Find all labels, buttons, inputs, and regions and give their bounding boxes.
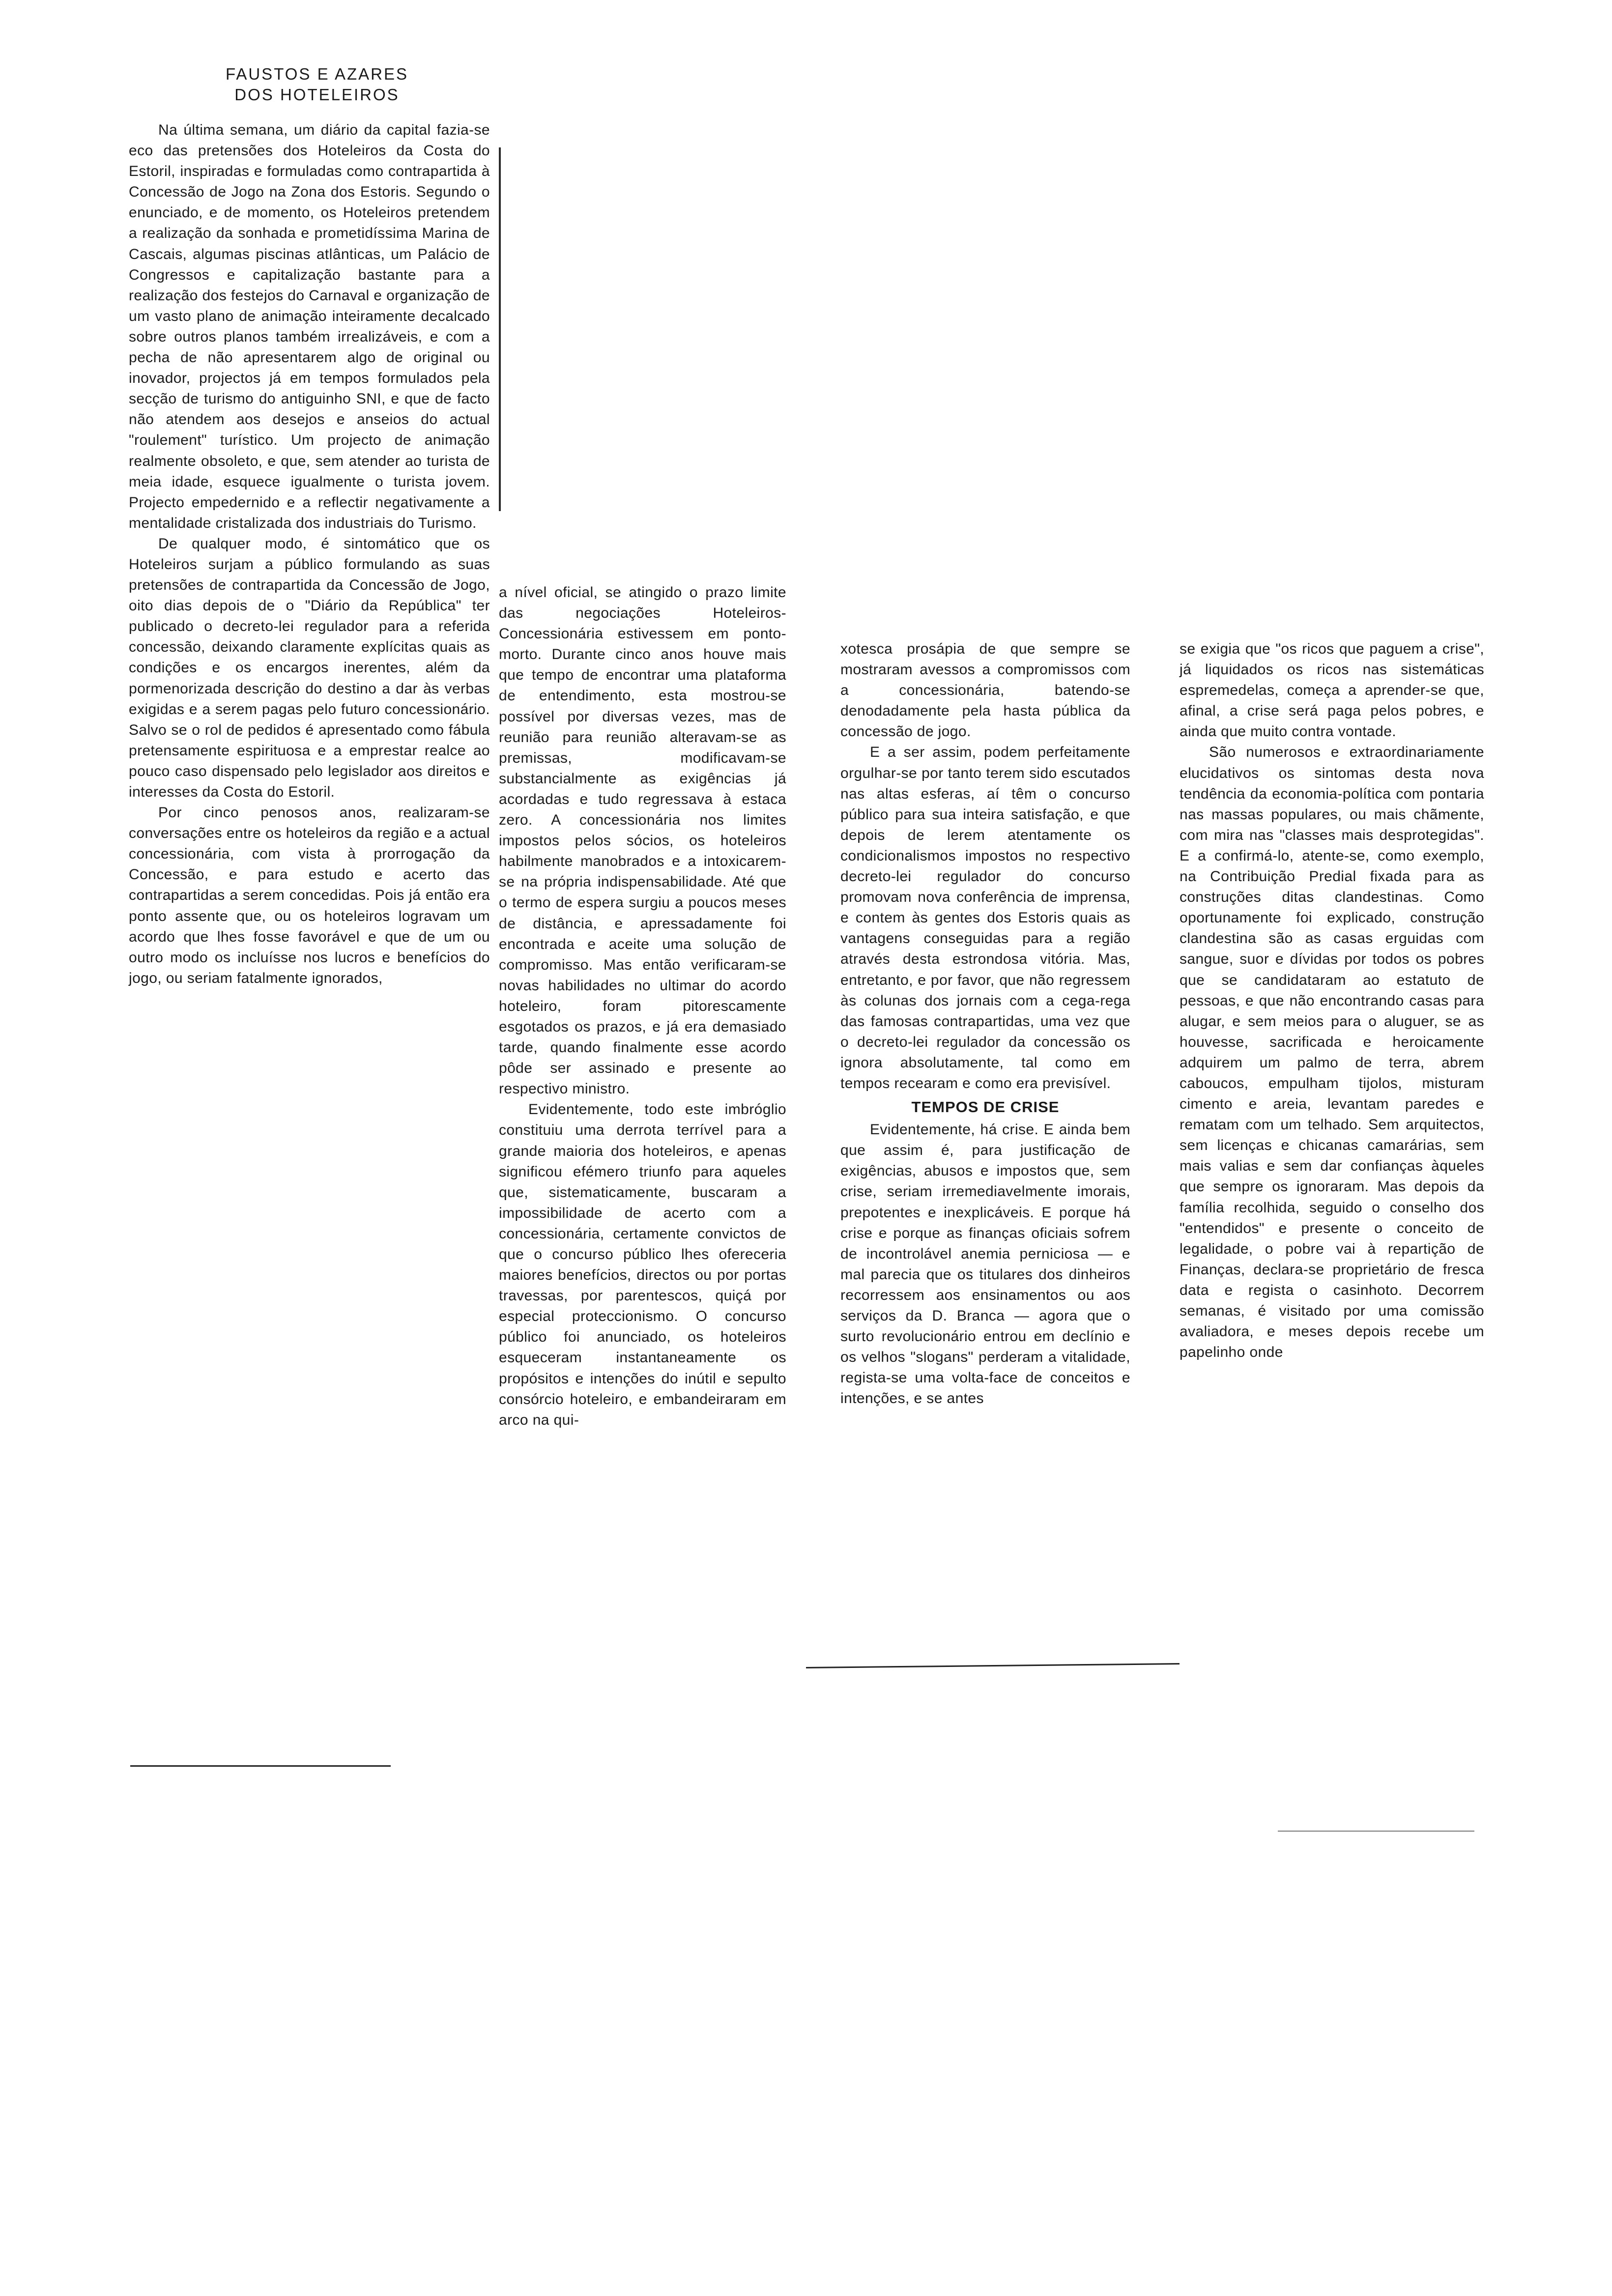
article-column-1 — [129, 120, 490, 989]
article-title — [194, 64, 440, 105]
paragraph: E a ser assim, podem perfeitamente orgulhar-se por tanto terem sido escutados nas altas esferas, aí têm o concurso público para sua inteira satisfação, e que depois de lerem atentamente os condicionalismos impostos no respectivo decreto-lei regulador do concurso promovam nova conferência de imprensa, e contem às gentes dos Estoris quais as vantagens conseguidas para a região através desta estrondosa vitória. Mas, entretanto, e por favor, que não regressem às colunas dos jornais com a cega-rega das famosas contrapartidas, uma vez que o decreto-lei regulador da concessão os ignora absolutamente, tal como em tempos recearam e como era previsível. — [840, 744, 1130, 1091]
paragraph: a nível oficial, se atingido o prazo limite das negociações Hoteleiros-Concessionária estivessem em ponto-morto. Durante cinco anos houve mais que tempo de encontrar uma plataforma de entendimento, esta mostrou-se possível por diversas vezes, mas de reunião para reunião alteravam-se as premissas, modificavam-se substancialmente as exigências já acordadas e tudo regressava à estaca zero. A concessionária nos limites impostos pelos sócios, os hoteleiros habilmente manobrados e a intoxicarem-se na própria indispensabilidade. Até que o termo de espera surgiu a poucos meses de distância, e apressadamente foi encontrada e aceite uma solução de compromisso. Mas então verificaram-se novas habilidades no ultimar do acordo hoteleiro, foram pitorescamente esgotados os prazos, e já era demasiado tarde, quando finalmente esse acordo pôde ser assinado e presente ao respectivo ministro. — [499, 584, 786, 1097]
column-divider — [499, 147, 501, 511]
article-column-3 — [840, 639, 1130, 1409]
paragraph: xotesca prosápia de que sempre se mostraram avessos a compromissos com a concessionária, batendo-se denodadamente pela hasta pública da concessão de jogo. — [840, 641, 1130, 740]
article-column-2 — [499, 582, 786, 1431]
scan-mark — [1278, 1831, 1474, 1832]
underline-mark — [806, 1663, 1180, 1668]
paragraph: Evidentemente, todo este imbróglio constituiu uma derrota terrível para a grande maioria dos hoteleiros, e apenas significou efémero triunfo para aqueles que, sistematicamente, buscaram a impossibilidade de acerto com a concessionária, certamente convictos de que o concurso público lhes ofereceria maiores benefícios, directos ou por portas travessas, por parentescos, quiçá por especial proteccionismo. O concurso público foi anunciado, os hoteleiros esqueceram instantaneamente os propósitos e intenções do inútil e sepulto consórcio hoteleiro, e embandeiraram em arco na qui- — [499, 1101, 786, 1428]
article-column-4 — [1180, 639, 1484, 1363]
paragraph: se exigia que "os ricos que paguem a crise", já liquidados os ricos nas sistemáticas espremedelas, começa a aprender-se que, afinal, a crise será paga pelos pobres, e ainda que muito contra vontade. — [1180, 641, 1484, 740]
title-line-1: FAUSTOS E AZARES — [226, 65, 408, 83]
section-subheading: TEMPOS DE CRISE — [911, 1098, 1060, 1116]
underline-mark — [130, 1765, 391, 1767]
paragraph: São numerosos e extraordinariamente elucidativos os sintomas desta nova tendência da economia-política com pontaria nas massas populares, ou mais chãmente, com mira nas "classes mais desprotegidas". E a confirmá-lo, atente-se, como exemplo, na Contribuição Predial fixada para as construções ditas clandestinas. Como oportunamente foi explicado, construção clandestina são as casas erguidas com sangue, suor e dívidas por todos os pobres que se candidataram ao estatuto de pessoas, e que não encontrando casas para alugar, e sem meios para o aluguer, se as houvesse, sacrificada e heroicamente adquirem um palmo de terra, abrem caboucos, empulham tijolos, misturam cimento e areia, levantam paredes e rematam com um telhado. Sem arquitectos, sem licenças e chicanas camarárias, sem mais valias e sem dar confianças àqueles que sempre os ignoraram. Mas depois da família recolhida, seguido o conselho dos "entendidos" e presente o conceito de legalidade, o pobre vai à repartição de Finanças, declara-se proprietário de fresca data e regista o casinhoto. Decorrem semanas, é visitado por uma comissão avaliadora, e meses depois recebe um papelinho onde — [1180, 744, 1484, 1361]
paragraph: De qualquer modo, é sintomático que os Hoteleiros surjam a público formulando as suas pretensões de contrapartida da Concessão de Jogo, oito dias depois de o "Diário da República" ter publicado o decreto-lei regulador para a referida concessão, deixando claramente explícitas quais as condições e os encargos inerentes, além da pormenorizada descrição do destino a dar às verbas exigidas e a serem pagas pelo futuro concessionário. Salvo se o rol de pedidos é apresentado como fábula pretensamente espirituosa e a emprestar realce ao pouco caso dispensado pelo legislador aos direitos e interesses da Costa do Estoril. — [129, 535, 490, 800]
paragraph: Evidentemente, há crise. E ainda bem que assim é, para justificação de exigências, abusos e impostos que, sem crise, seriam irremediavelmente imorais, prepotentes e inexplicáveis. E porque há crise e porque as finanças oficiais sofrem de incontrolável anemia perniciosa — e mal parecia que os titulares dos dinheiros recorressem aos ensinamentos ou aos serviços da D. Branca — agora que o surto revolucionário entrou em declínio e os velhos "slogans" perderam a vitalidade, regista-se uma volta-face de conceitos e intenções, e se antes — [840, 1121, 1130, 1407]
title-line-2: DOS HOTELEIROS — [234, 86, 400, 104]
paragraph: Na última semana, um diário da capital fazia-se eco das pretensões dos Hoteleiros da Costa do Estoril, inspiradas e formuladas como contrapartida à Concessão de Jogo na Zona dos Estoris. Segundo o enunciado, e de momento, os Hoteleiros pretendem a realização da sonhada e prometidíssima Marina de Cascais, algumas piscinas atlânticas, um Palácio de Congressos e capitalização bastante para a realização dos festejos do Carnaval e organização de um vasto plano de animação inteiramente decalcado sobre outros planos também irrealizáveis, e com a pecha de não apresentarem algo de original ou inovador, projectos já em tempos formulados pela secção de turismo do antiguinho SNI, e que de facto não atendem aos desejos e anseios do actual "roulement" turístico. Um projecto de animação realmente obsoleto, e que, sem atender ao turista de meia idade, esquece igualmente o turista jovem. Projecto empedernido e a reflectir negativamente a mentalidade cristalizada dos industriais do Turismo. — [129, 122, 490, 531]
paragraph: Por cinco penosos anos, realizaram-se conversações entre os hoteleiros da região e a actual concessionária, com vista à prorrogação da Concessão, e para estudo e acerto das contrapartidas a serem concedidas. Pois já então era ponto assente que, ou os hoteleiros logravam um acordo que lhes fosse favorável e que de um ou outro modo os incluísse nos lucros e benefícios do jogo, ou seriam fatalmente ignorados, — [129, 804, 490, 986]
